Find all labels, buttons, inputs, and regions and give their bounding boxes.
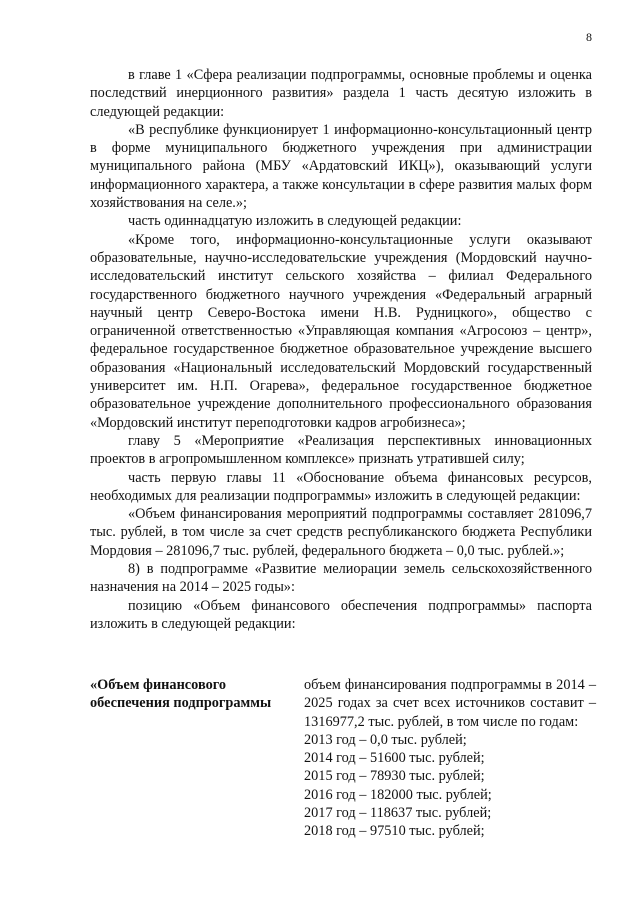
passport-summary: объем финансирования подпрограммы в 2014 – 2025 годах за счет всех источников составит – 1316977,2 тыс. рублей, в том числе по годам: bbox=[304, 677, 596, 730]
page-number: 8 bbox=[586, 30, 592, 44]
passport-year-line: 2014 год – 51600 тыс. рублей; bbox=[304, 750, 485, 767]
passport-year-line: 2015 год – 78930 тыс. рублей; bbox=[304, 768, 485, 785]
passport-year-line: 2016 год – 182000 тыс. рублей; bbox=[304, 786, 492, 803]
paragraph: 8) в подпрограмме «Развитие мелиорации земель сельскохозяйственного назначения на 2014 – 2025 годы»: bbox=[90, 561, 592, 596]
paragraph: «Кроме того, информационно-консультационные услуги оказывают образовательные, научно-исследовательские учреждения (Мордовский научно-исследовательский институт сельского хозяйства – филиал Федерального государственного бюджетного научного учреждения «Федеральный аграрный научный центр Северо-Востока имени Н.В. Рудницкого», общество с ограниченной ответственностью «Управляющая компания «Агросоюз – центр», федеральное государственное бюджетное образовательное учреждение высшего образования «Национальный исследовательский Мордовский государственный университет им. Н.П. Огарева», федеральное государственное бюджетное образовательное учреждение дополнительного профессионального образования «Мордовский институт переподготовки кадров агробизнеса»; bbox=[90, 231, 592, 431]
paragraph: главу 5 «Мероприятие «Реализация перспективных инновационных проектов в агропромышленном комплексе» признать утратившей силу; bbox=[90, 432, 592, 468]
paragraph: часть одиннадцатую изложить в следующей редакции: bbox=[128, 213, 462, 230]
document-body bbox=[90, 66, 592, 633]
passport-table bbox=[90, 676, 596, 841]
passport-year-line: 2017 год – 118637 тыс. рублей; bbox=[304, 805, 492, 822]
paragraph: часть первую главы 11 «Обоснование объема финансовых ресурсов, необходимых для реализации подпрограммы» изложить в следующей редакции: bbox=[90, 469, 592, 504]
paragraph: «Объем финансирования мероприятий подпрограммы составляет 281096,7 тыс. рублей, в том числе за счет средств республиканского бюджета Республики Мордовия – 281096,7 тыс. рублей, федерального бюджета – 0,0 тыс. рублей.»; bbox=[90, 506, 592, 559]
passport-value bbox=[304, 676, 596, 841]
passport-label: «Объем финансового обеспечения подпрограммы bbox=[90, 677, 272, 712]
paragraph: позицию «Объем финансового обеспечения подпрограммы» паспорта изложить в следующей редакции: bbox=[90, 597, 592, 632]
paragraph: в главе 1 «Сфера реализации подпрограммы, основные проблемы и оценка последствий инерционного развития» раздела 1 часть десятую изложить в следующей редакции: bbox=[90, 67, 592, 120]
passport-year-line: 2018 год – 97510 тыс. рублей; bbox=[304, 823, 485, 840]
paragraph: «В республике функционирует 1 информационно-консультационный центр в форме муниципального бюджетного учреждения при администрации муниципального района (МБУ «Ардатовский ИКЦ»), оказывающий услуги информационного характера, а также консультации в сфере развития малых форм хозяйствования на селе.»; bbox=[90, 121, 592, 212]
passport-year-line: 2013 год – 0,0 тыс. рублей; bbox=[304, 731, 467, 748]
